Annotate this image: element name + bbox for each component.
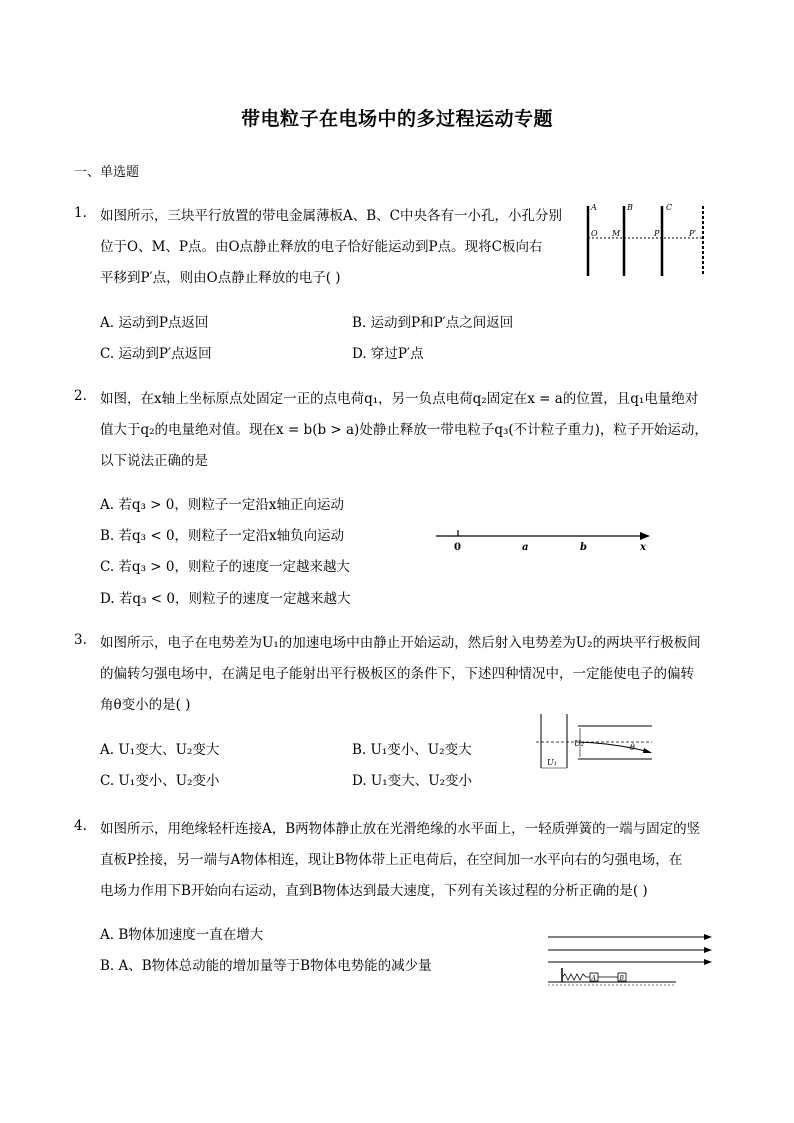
parallel-plates-figure	[582, 198, 712, 280]
question-number: 2.	[74, 388, 87, 404]
option-b[interactable]: B. 若q₃ < 0，则粒子一定沿x轴负向运动	[100, 528, 345, 544]
label-a: A	[591, 975, 596, 982]
label-o: O	[591, 229, 598, 238]
question-number: 3.	[74, 632, 87, 648]
question-text-line: 值大于q₂的电量绝对值。现在x = b(b > a)处静止释放一带电粒子q₃(不计粒子重力)，粒子开始运动，	[100, 422, 708, 438]
question-text-line: 的偏转匀强电场中，在满足电子能射出平行极板区的条件下，下述四种情况中，一定能使电子的偏转	[100, 666, 694, 682]
question-text-line: 如图所示，用绝缘轻杆连接A，B两物体静止放在光滑绝缘的水平面上，一轻质弹簧的一端与固定的竖	[100, 821, 701, 837]
option-d[interactable]: D. 穿过P′点	[352, 346, 424, 362]
label-u2: U₂	[574, 739, 584, 748]
option-c[interactable]: C. U₁变小、U₂变小	[100, 773, 220, 789]
label-a: a	[522, 542, 529, 553]
option-d[interactable]: D. 若q₃ < 0，则粒子的速度一定越来越大	[100, 591, 351, 607]
option-a[interactable]: A. 若q₃ > 0，则粒子一定沿x轴正向运动	[100, 497, 344, 513]
option-a[interactable]: A. U₁变大、U₂变大	[100, 742, 220, 758]
spring	[562, 974, 590, 980]
deflection-figure	[534, 712, 664, 774]
option-d[interactable]: D. U₁变大、U₂变小	[352, 773, 473, 789]
question-text-line: 如图所示，三块平行放置的带电金属薄板A、B、C中央各有一小孔，小孔分别	[100, 208, 562, 224]
question-text-line: 电场力作用下B开始向右运动，直到B物体达到最大速度，下列有关该过程的分析正确的是( )	[100, 883, 648, 899]
question-number: 4.	[74, 818, 87, 834]
question-text-line: 以下说法正确的是	[100, 453, 208, 469]
label-m: M	[612, 229, 621, 238]
arrow-icon	[704, 947, 712, 953]
electron-path	[578, 742, 650, 752]
label-b: B	[619, 975, 624, 982]
question-text-line: 平移到P′点，则由O点静止释放的电子( )	[100, 270, 341, 286]
question-text-line: 如图所示，电子在电势差为U₁的加速电场中由静止开始运动，然后射入电势差为U₂的两块平行极板间	[100, 635, 701, 651]
arrow-icon	[704, 934, 712, 940]
option-b[interactable]: B. U₁变小、U₂变大	[352, 742, 472, 758]
spring-figure	[546, 930, 716, 988]
question-number: 1.	[74, 205, 87, 221]
label-u1: U₁	[547, 758, 557, 767]
option-c[interactable]: C. 若q₃ > 0，则粒子的速度一定越来越大	[100, 559, 350, 575]
label-x: x	[640, 542, 646, 553]
question-text-line: 角θ变小的是( )	[100, 697, 191, 713]
option-c[interactable]: C. 运动到P′点返回	[100, 346, 212, 362]
label-theta: θ	[630, 743, 635, 752]
page-title: 带电粒子在电场中的多过程运动专题	[240, 108, 553, 130]
arrow-icon	[704, 959, 712, 965]
question-text-line: 位于O、M、P点。由O点静止释放的电子恰好能运动到P点。现将C板向右	[100, 239, 543, 255]
label-c: C	[666, 203, 673, 212]
question-text-line: 直板P拴接，另一端与A物体相连，现让B物体带上正电荷后，在空间加一水平向右的匀强电场，在	[100, 852, 683, 868]
arrow-icon	[640, 532, 650, 540]
label-p-prime: P′	[689, 229, 697, 238]
label-b: B	[627, 203, 633, 212]
arrow-icon	[643, 748, 652, 753]
option-b[interactable]: B. A、B物体总动能的增加量等于B物体电势能的减少量	[100, 958, 432, 974]
label-origin: 0	[454, 542, 461, 553]
option-a[interactable]: A. 运动到P点返回	[100, 315, 209, 331]
label-a: A	[591, 203, 597, 212]
label-b: b	[580, 542, 587, 553]
label-p: P	[654, 229, 660, 238]
option-b[interactable]: B. 运动到P和P′点之间返回	[352, 315, 514, 331]
question-text-line: 如图，在x轴上坐标原点处固定一正的点电荷q₁，另一负点电荷q₂固定在x = a的位置，且q₁电量绝对	[100, 391, 699, 407]
x-axis-figure	[432, 522, 654, 554]
section-heading: 一、单选题	[74, 165, 140, 180]
option-a[interactable]: A. B物体加速度一直在增大	[100, 927, 264, 943]
